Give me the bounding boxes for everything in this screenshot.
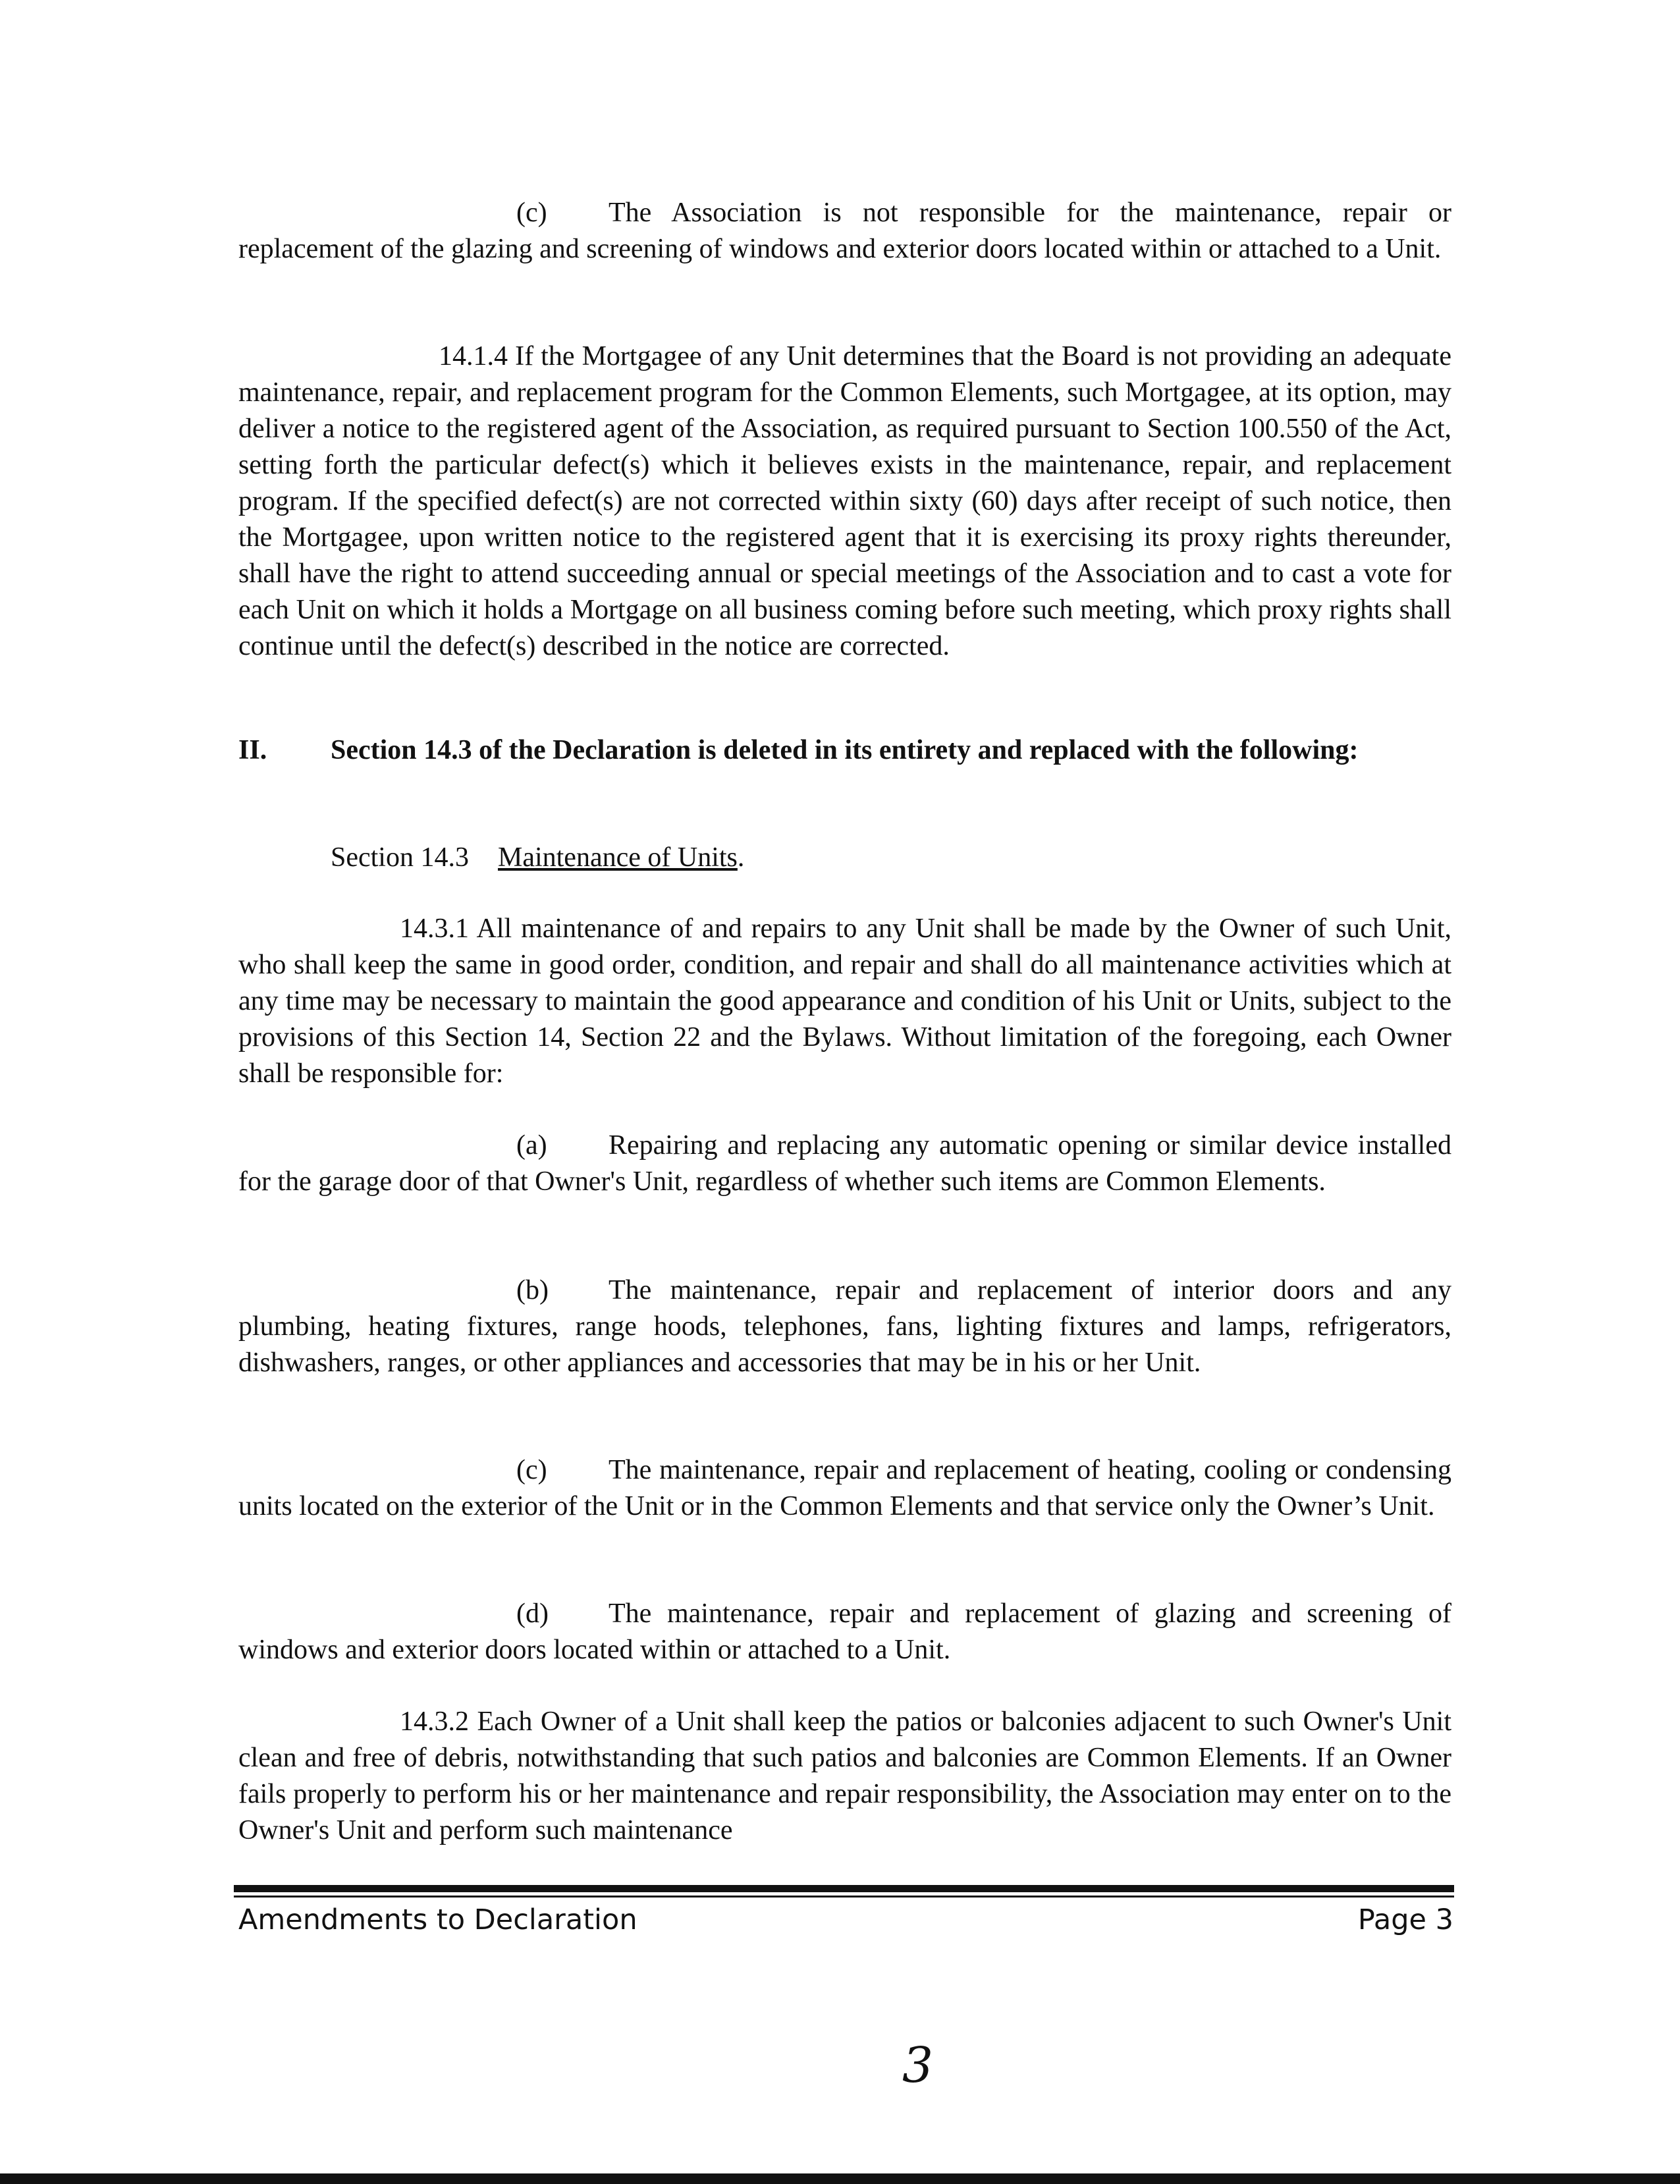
paragraph-14-3-1 xyxy=(238,911,1451,1092)
footer-rule xyxy=(234,1885,1454,1892)
paragraph-text: 14.3.1 All maintenance of and repairs to any Unit shall be made by the Owner of such Unit, who shall keep the same in good order, condition, and repair and shall do all maintenance activities which at any time may be necessary to maintain the good appearance and condition of his Unit or Units, subject to the provisions of this Section 14, Section 22 and the Bylaws. Without limitation of the foregoing, each Owner shall be responsible for: xyxy=(238,914,1451,1089)
footer-document-title: Amendments to Declaration xyxy=(238,1903,637,1936)
item-label: (c) xyxy=(516,198,547,228)
paragraph-c-glazing xyxy=(238,195,1451,267)
paragraph-c xyxy=(238,1452,1451,1525)
amendment-heading xyxy=(238,732,1451,769)
paragraph-text: Repairing and replacing any automatic opening or similar device installed for the garage door of that Owner's Unit, regardless of whether such items are Common Elements. xyxy=(238,1130,1451,1197)
paragraph-d xyxy=(238,1596,1451,1668)
item-label: (c) xyxy=(516,1455,547,1485)
paragraph-text: The maintenance, repair and replacement of interior doors and any plumbing, heating fixtures, range hoods, telephones, fans, lighting fixtures and lamps, refrigerators, dishwashers, ranges, or other appliances and accessories that may be in his or her Unit. xyxy=(238,1275,1451,1378)
paragraph-text: 14.3.2 Each Owner of a Unit shall keep the patios or balconies adjacent to such Owner's Unit clean and free of debris, notwithstanding that such patios and balconies are Common Elements. If an Owner fails properly to perform his or her maintenance and repair responsibility, the Association may enter on to the Owner's Unit and perform such maintenance xyxy=(238,1706,1451,1845)
item-label: (d) xyxy=(516,1598,549,1629)
item-label: (a) xyxy=(516,1130,547,1160)
paragraph-text: 14.1.4 If the Mortgagee of any Unit determines that the Board is not providing an adequate maintenance, repair, and replacement program for the Common Elements, such Mortgagee, at its option, may deliver a notice to the registered agent of the Association, as required pursuant to Section 100.550 of the Act, setting forth the particular defect(s) which it believes exists in the maintenance, repair, and replacement program. If the specified defect(s) are not corrected within sixty (60) days after receipt of such notice, then the Mortgagee, upon written notice to the registered agent that it is exercising its proxy rights thereunder, shall have the right to attend succeeding annual or special meetings of the Association and to cast a vote for each Unit on which it holds a Mortgage on all business coming before such meeting, which proxy rights shall continue until the defect(s) described in the notice are corrected. xyxy=(238,341,1451,661)
paragraph-b xyxy=(238,1272,1451,1381)
section-heading-underlined: Maintenance of Units xyxy=(497,842,738,873)
paragraph-text: The maintenance, repair and replacement of glazing and screening of windows and exterior doors located within or attached to a Unit. xyxy=(238,1598,1451,1665)
paragraph-text: The maintenance, repair and replacement of heating, cooling or condensing units located on the exterior of the Unit or in the Common Elements and that service only the Owner’s Unit. xyxy=(238,1455,1451,1521)
section-label: Section 14.3 xyxy=(331,842,469,873)
footer-page-number: Page 3 xyxy=(1357,1903,1453,1936)
handwritten-page-number: 3 xyxy=(902,2037,934,2094)
item-label: (b) xyxy=(516,1275,549,1305)
paragraph-a xyxy=(238,1128,1451,1200)
section-title: Section 14.3 Maintenance of Units. xyxy=(331,842,745,873)
footer-rule-thin xyxy=(234,1896,1454,1897)
paragraph-text: The Association is not responsible for the maintenance, repair or replacement of the glazing and screening of windows and exterior doors located within or attached to a Unit. xyxy=(238,198,1451,264)
paragraph-14-1-4 xyxy=(238,339,1451,665)
heading-text: Section 14.3 of the Declaration is deleted in its entirety and replaced with the following: xyxy=(331,735,1359,765)
scan-edge-bar xyxy=(0,2173,1680,2184)
heading-number: II. xyxy=(238,735,267,765)
paragraph-14-3-2 xyxy=(238,1704,1451,1849)
